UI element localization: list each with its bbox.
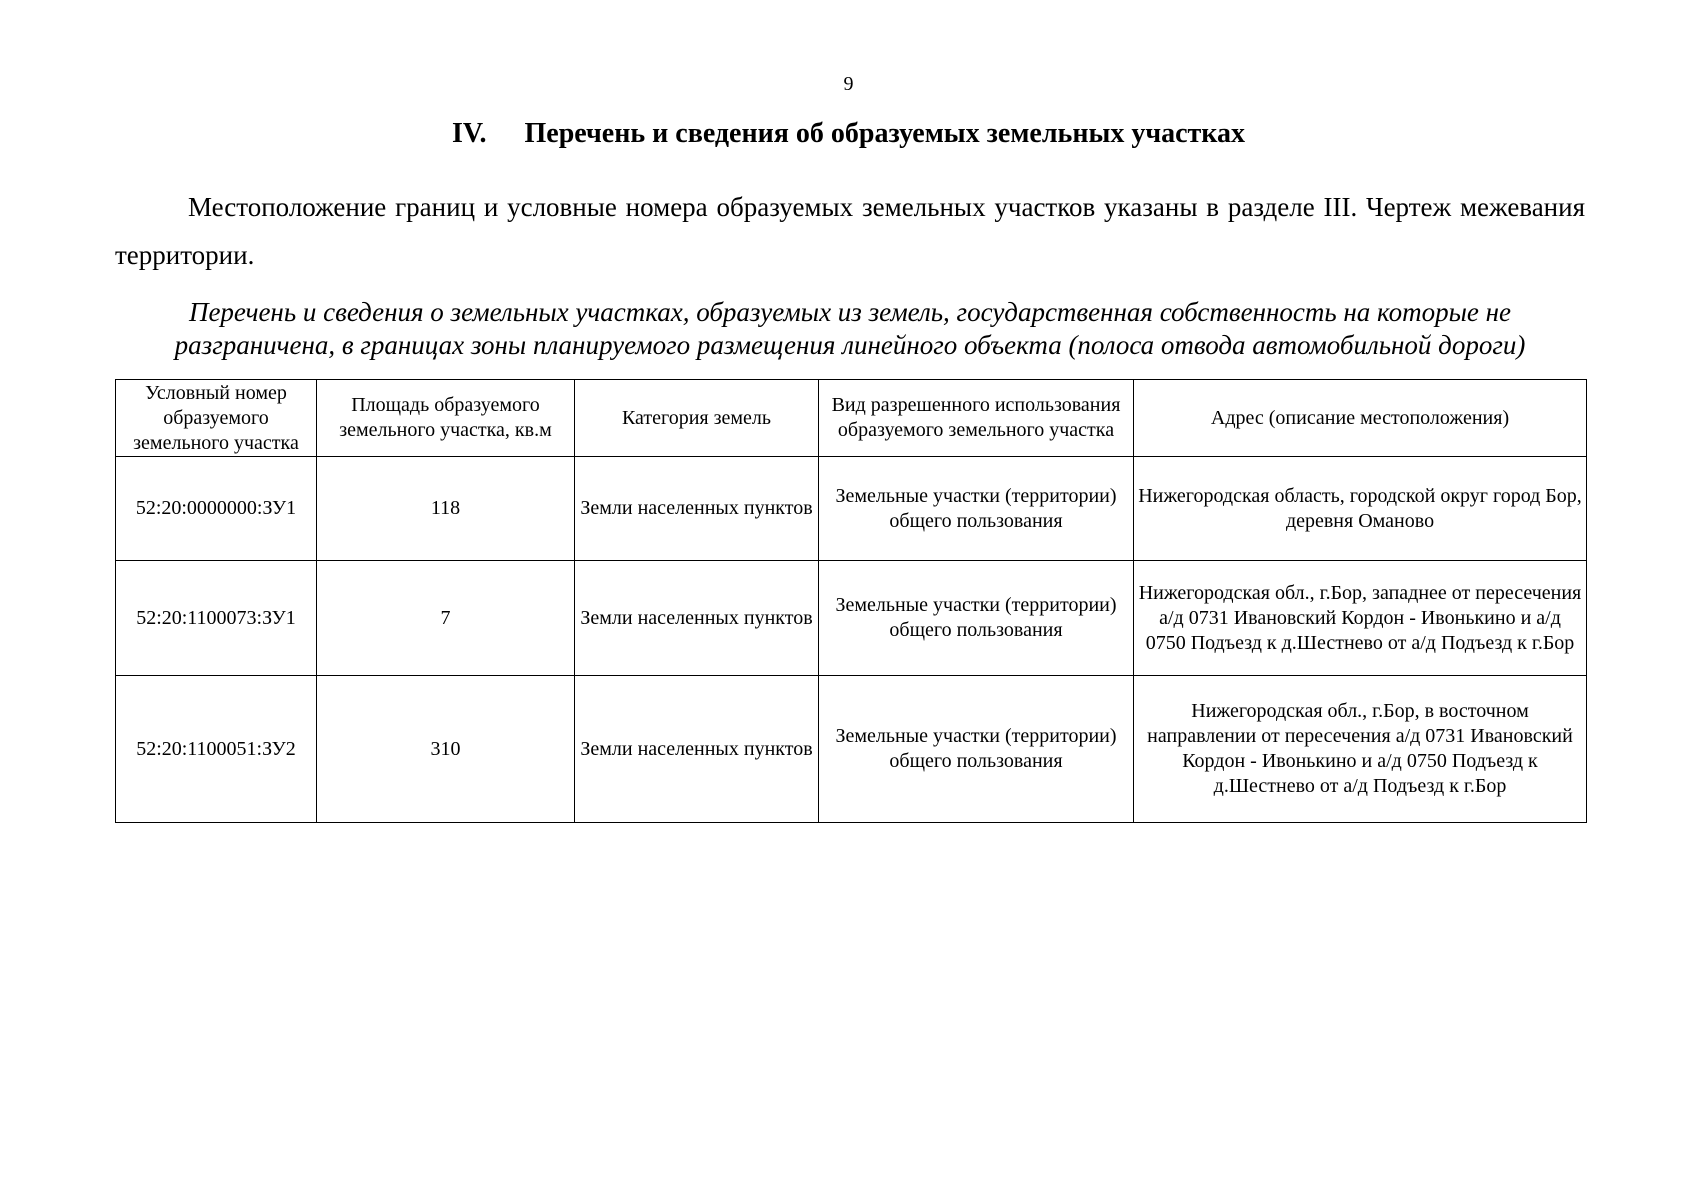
section-heading (0, 118, 1697, 150)
cell-plot-number: 52:20:1100051:ЗУ2 (116, 676, 317, 823)
cell-permitted-use: Земельные участки (территории) общего пользования (819, 561, 1134, 676)
cell-land-category: Земли населенных пунктов (575, 457, 819, 561)
cell-address: Нижегородская обл., г.Бор, западнее от пересечения а/д 0731 Ивановский Кордон - Ивонькино и а/д 0750 Подъезд к д.Шестнево от а/д Подъезд к г.Бор (1134, 561, 1587, 676)
table-header-row (116, 380, 1587, 457)
section-title: Перечень и сведения об образуемых земельных участках (524, 118, 1246, 149)
cell-address: Нижегородская область, городской округ город Бор, деревня Оманово (1134, 457, 1587, 561)
table-row (116, 676, 1587, 823)
cell-plot-area: 7 (317, 561, 575, 676)
section-numeral: IV. (451, 118, 487, 149)
header-plot-area: Площадь образуемого земельного участка, кв.м (317, 380, 575, 457)
header-permitted-use: Вид разрешенного использования образуемого земельного участка (819, 380, 1134, 457)
cell-plot-number: 52:20:0000000:ЗУ1 (116, 457, 317, 561)
header-address: Адрес (описание местоположения) (1134, 380, 1587, 457)
page-number: 9 (843, 73, 854, 95)
cell-address: Нижегородская обл., г.Бор, в восточном направлении от пересечения а/д 0731 Ивановский Кордон - Ивонькино и а/д 0750 Подъезд к д.Шестнево от а/д Подъезд к г.Бор (1134, 676, 1587, 823)
header-plot-number: Условный номер образуемого земельного участка (116, 380, 317, 457)
cell-land-category: Земли населенных пунктов (575, 676, 819, 823)
cell-land-category: Земли населенных пунктов (575, 561, 819, 676)
table-row (116, 457, 1587, 561)
cell-plot-area: 118 (317, 457, 575, 561)
land-plots-table (115, 379, 1587, 823)
header-land-category: Категория земель (575, 380, 819, 457)
cell-permitted-use: Земельные участки (территории) общего пользования (819, 676, 1134, 823)
cell-plot-area: 310 (317, 676, 575, 823)
table-row (116, 561, 1587, 676)
cell-permitted-use: Земельные участки (территории) общего пользования (819, 457, 1134, 561)
cell-plot-number: 52:20:1100073:ЗУ1 (116, 561, 317, 676)
table-caption: Перечень и сведения о земельных участках, образуемых из земель, государственная собственность на которые не разграничена, в границах зоны планируемого размещения линейного объекта (полоса отвода автомобильной дороги) (174, 297, 1526, 360)
intro-paragraph: Местоположение границ и условные номера образуемых земельных участков указаны в разделе III. Чертеж межевания территории. (115, 192, 1585, 270)
